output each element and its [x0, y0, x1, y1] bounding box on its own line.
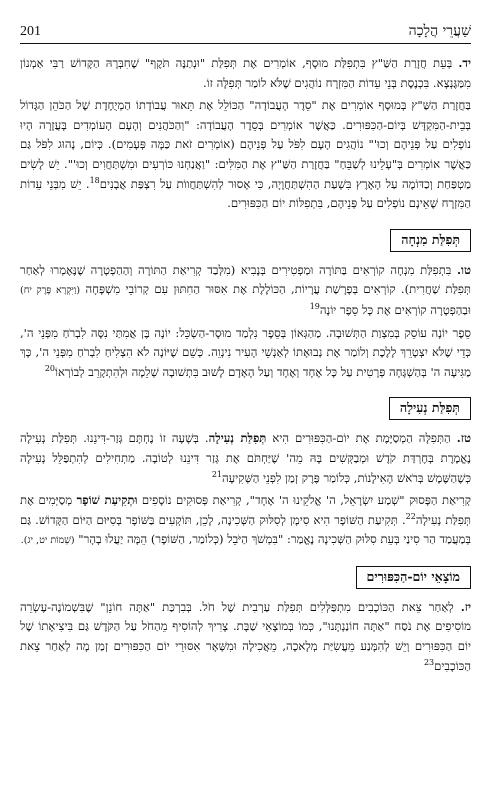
paragraph-number: יז.: [460, 599, 471, 614]
paragraph-number: טו.: [456, 262, 471, 277]
paragraph-text: בְּעֵת חֲזָרַת הַשַּׁ"ץ בִּתְפִלַּת מוּסָף, אוֹמְרִים אֶת תְּפִלַּת "וּנְתַנֶּה תֹּקֶף" שֶׁחִבְּרָהּ הַקָּדוֹשׁ רַבִּי אַמְנוֹן מִמַּגֶּנְצָא. בִּכְנֶסֶת בְּנֵי עֵדוֹת הַמִּזְרָח נוֹהֲגִים שֶׁלֹּא לוֹמַר תְּפִלָּה זוֹ.: [20, 56, 471, 90]
footnote-marker: 21: [211, 469, 223, 479]
paragraph-15b: [20, 324, 471, 383]
paragraph-14a: [20, 54, 471, 93]
footnote-marker: 22: [405, 511, 416, 521]
paragraph-text: בִּתְפִלַּת מִנְחָה קוֹרְאִים בַּתּוֹרָה וּמַפְטִירִים בְּנָבִיא (מִלְּבַד קְרִיאַת הַתּוֹרָה וְהַהַפְטָרָה שֶׁנֶּאֶמְרוּ לְאַחַר תְּפִלַּת שַׁחֲרִית). קוֹרְאִים בְּפָרָשַׁת עֲרָיוֹת, הַכּוֹלֶלֶת אֶת אִסּוּר הַחִתּוּן עִם קְרוֹבֵי מִשְׁפָּחָה: [20, 262, 472, 297]
header-rule: [20, 43, 471, 44]
paragraph-text: קְרִיאַת הַפָּסוּק "שְׁמַע יִשְׂרָאֵל, ה' אֱלֹקֵינוּ ה' אֶחָד", קְרִיאַת פְּסוּקִים נוֹסָפִים: [137, 493, 471, 508]
paragraph-text: לְאַחַר צֵאת הַכּוֹכָבִים מִתְפַּלְּלִים תְּפִלַּת עַרְבִית שֶׁל חֹל. בְּבִרְכַּת "אַתָּה חוֹנֵן" שֶׁבִּשְׁמוֹנֶה-עֶשְׂרֵה מוֹסִיפִים אֶת נֹסַח "אַתָּה חוֹנַנְתָּנוּ", כְּמוֹ בְּמוֹצָאֵי שַׁבָּת. צָרִיךְ לְהוֹסִיף מֵהַחֹל עַל הַקֹּדֶשׁ גַּם בִּיצִיאָתוֹ שֶׁל יוֹם הַכִּפּוּרִים וְיֵשׁ לְהִמָּנַע מֵעֲשִׂיַּת מְלָאכָה, מֵאֲכִילָה וּמִשְּׁאָר אִסּוּרֵי יוֹם הַכִּפּוּרִים זְמַן מָה לְאַחַר צֵאת הַכּוֹכָבִים: [20, 599, 471, 673]
paragraph-text-tail-2: . תְּקִיעַת הַשּׁוֹפָר הִיא סִימָן לְסִלּוּק הַשְּׁכִינָה, לָכֵן, תּוֹקְעִים בַּשּׁוֹפָר בְּסִיּוּם הַיּוֹם הַקָּדוֹשׁ. גַּם בְּמַעֲמַד הַר סִינַי בְּעֵת סִלּוּק הַשְּׁכִינָה נֶאֱמַר: "בִּמְשֹׁךְ הַיֹּבֵל (כְּלוֹמַר, הַשּׁוֹפָר) הֵמָּה יַעֲלוּ בָהָר": [20, 512, 471, 547]
paragraph-17: [20, 598, 471, 676]
paragraph-number: יד.: [458, 56, 471, 70]
source-reference: (וַיִּקְרָא פֶּרֶק יח): [20, 285, 81, 297]
paragraph-text: הַתְּפִלָּה הַמְסַיֶּמֶת אֶת יוֹם-הַכִּפּוּרִים הִיא: [266, 431, 451, 446]
paragraph-text: סֵפֶר יוֹנָה עוֹסֵק בְּמִצְוַת הַתְּשׁוּבָה. מַהַגְּאוֹן בְּסֵפֶר נִלְמַד מוּסָר-הַשְׂכֵּל: יוֹנָה בֶּן אֲמִתַּי נִסָּה לִבְרֹחַ מִפְּנֵי ה', כְּדֵי שֶׁלֹּא יִצְטָרֵךְ לָלֶכֶת וְלוֹמַר אֶת נְבוּאָתוֹ לְאַנְשֵׁי הָעִיר נִינְוֵה. כְּשֵׁם שֶׁיּוֹנָה לֹא הִצְלִיחַ לִבְרֹחַ מִפְּנֵי ה', כָּךְ מַגִּיעָה ה' בְּהַשְׁגָּחָה פְּרָטִית עַל כָּל אֶחָד וְאֶחָד וְעַל הָאָדָם לָשׁוּב בִּתְשׁוּבָה שְׁלֵמָה וּלְהִתְקָרֵב לְבוֹרְאוֹ: [20, 325, 471, 379]
paragraph-text: בַּחֲזָרַת הַשַּׁ"ץ בְּמוּסָף אוֹמְרִים אֶת "סֵדֶר הָעֲבוֹדָה" הַכּוֹלֵל אֶת תֵּאוּר עֲבוֹדָתוֹ הַמְיֻחֶדֶת שֶׁל הַכֹּהֵן הַגָּדוֹל בְּבֵית-הַמִּקְדָּשׁ בְּיוֹם-הַכִּפּוּרִים. כַּאֲשֶׁר אוֹמְרִים בְּסֵדֶר הָעֲבוֹדָה: "וְהַכֹּהֲנִים וְהָעָם הָעוֹמְדִים בָּעֲזָרָה הָיוּ נוֹפְלִים עַל פְּנֵיהֶם וְכוּ'" נוֹהֲגִים הָעָם לִפֹּל עַל פְּנֵיהֶם (אוֹמְרִים זֹאת כַּמָּה פְּעָמִים). כְּיוֹם, נָהוּג לִפֹּל גַּם כַּאֲשֶׁר אוֹמְרִים בְּ"עָלֵינוּ לְשַׁבֵּחַ" בַּחֲזָרַת הַשַּׁ"ץ אֶת הַמִּלִּים: "וַאֲנַחְנוּ כּוֹרְעִים וּמִשְׁתַּחֲוִים וְכוּ'". יֵשׁ לָשִׂים מַטְפַּחַת וְכַדּוֹמֶה עַל הָאָרֶץ בִּשְׁעַת הַהִשְׁתַּחֲוָיָה, כִּי אָסוּר לְהִשְׁתַּחֲווֹת עַל רִצְפַּת אֲבָנִים: [20, 98, 471, 191]
paragraph-16a: [20, 429, 471, 488]
footnote-marker: 20: [44, 363, 55, 373]
running-title: שַׁעֲרֵי הֲלָכָה: [408, 23, 471, 39]
paragraph-16b: [20, 491, 471, 551]
footnote-marker: 19: [309, 302, 320, 312]
section-title-motzei: מוֹצָאֵי יוֹם-הַכִּפּוּרִים: [356, 566, 472, 589]
emphasized-text: תְּפִלַּת נְעִילָה: [208, 431, 267, 446]
section-title-neila: תְּפִלַּת נְעִילָה: [389, 397, 471, 420]
paragraph-text-tail: . יֵשׁ מִבְּנֵי עֵדוֹת הַמִּזְרָח שֶׁאֵינָם נוֹפְלִים עַל פְּנֵיהֶם, בִּתְפִלּוֹת יוֹם הַכִּפּוּרִים.: [20, 176, 471, 211]
source-reference: (שְׁמוֹת יט, יג).: [20, 535, 75, 547]
paragraph-15a: [20, 261, 471, 321]
footnote-marker: 18: [89, 175, 100, 185]
paragraph-text-tail: וּבַהַפְטָרָה קוֹרְאִים אֶת כָּל סֵפֶר יוֹנָה: [319, 302, 471, 317]
page-number: 201: [20, 24, 41, 39]
emphasized-text: וּתְקִיעַת שׁוֹפָר: [76, 493, 138, 508]
footnote-marker: 23: [423, 657, 435, 667]
paragraph-text-tail: מְסַיְּמִים אֶת תְּפִלַּת נְעִילָה: [20, 493, 471, 527]
page-header: [20, 18, 471, 40]
paragraph-14b: [20, 96, 471, 214]
paragraph-number: טז.: [456, 431, 472, 446]
paragraph-text-tail: . בְּשָׁעָה זוֹ נֶחְתָּם גְּזַר-דִּינֵנוּ. תְּפִלַּת נְעִילָה נֶאֱמֶרֶת בְּחֶרְדַּת קֹדֶשׁ וּמְבַקְּשִׁים בָּהּ מֵה' שֶׁיַּחְתֹּם אֶת גְּזַר דִּינֵנוּ לְטוֹבָה. מַתְחִילִים לְהִתְפַּלֵּל נְעִילָה כְּשֶׁהַשֶּׁמֶשׁ בְּרֹאשׁ הָאִילָנוֹת, כְּלוֹמַר פֶּרֶק זְמַן לִפְנֵי הַשְּׁקִיעָה: [20, 431, 471, 485]
section-title-mincha: תְּפִלַּת מִנְחָה: [390, 229, 471, 252]
